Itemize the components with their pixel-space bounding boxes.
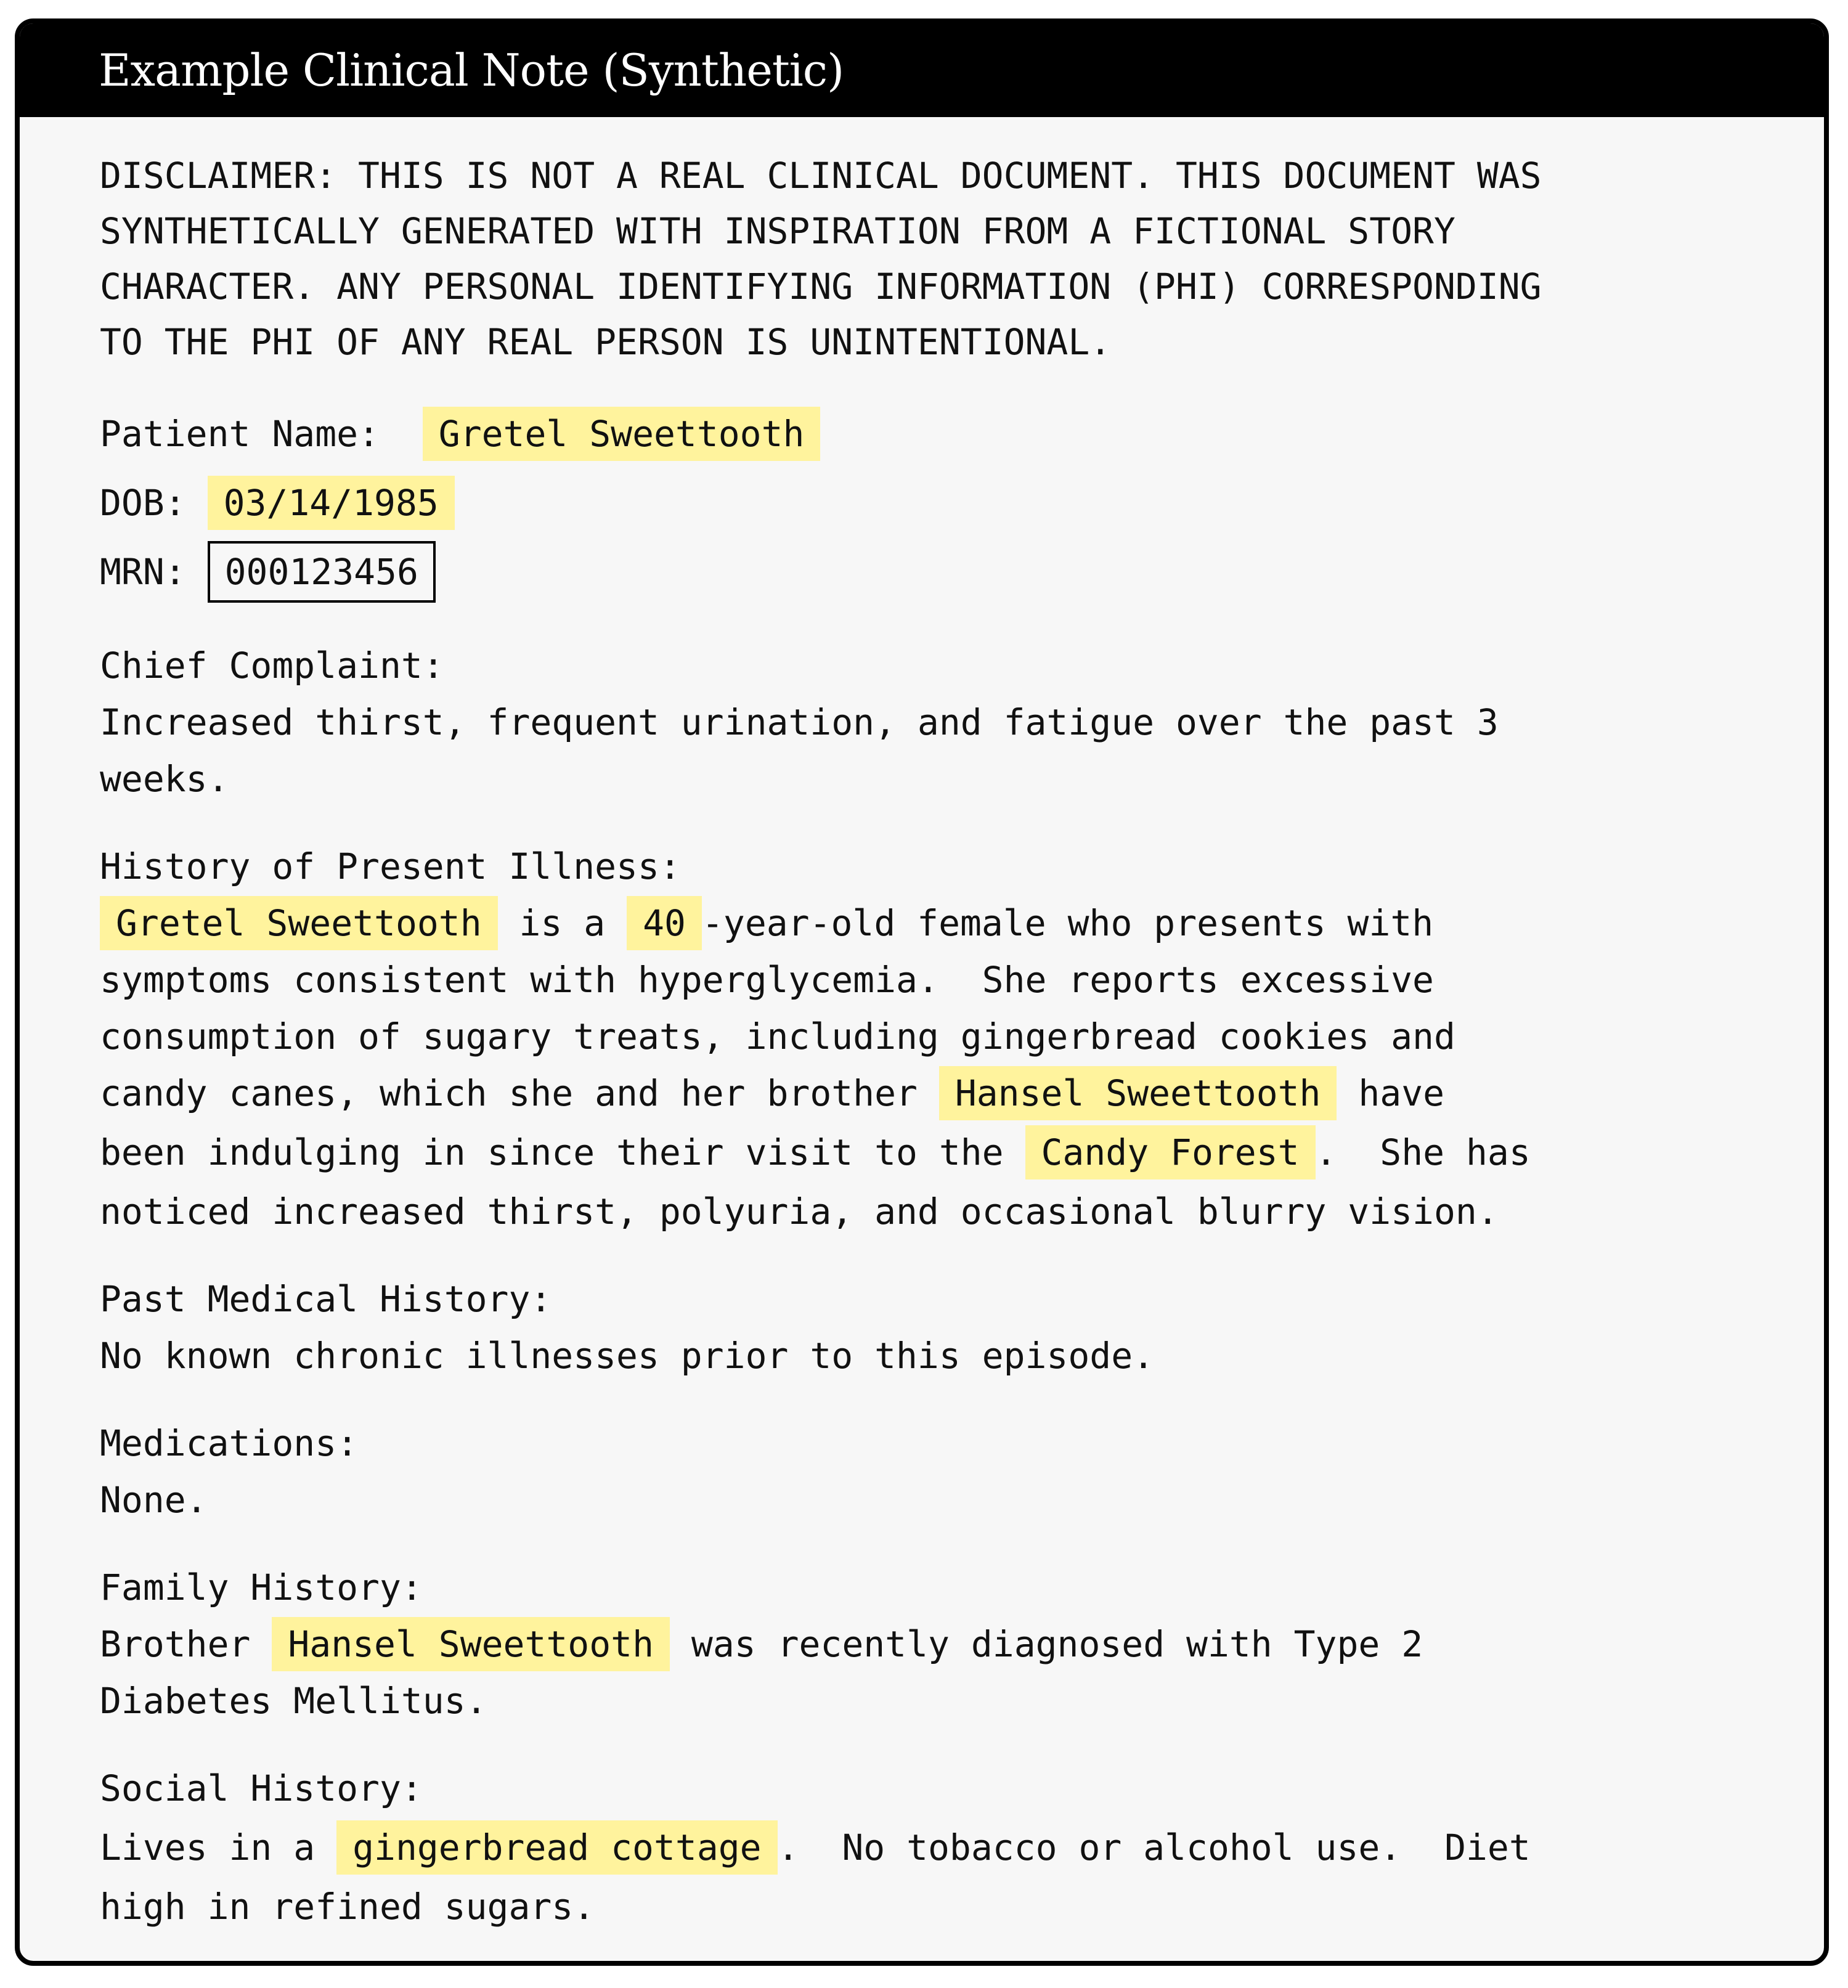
hpi-brother-name: Hansel Sweettooth — [939, 1066, 1337, 1120]
social-history-line: high in refined sugars. — [100, 1886, 595, 1928]
family-text: was recently diagnosed with Type 2 — [669, 1623, 1423, 1665]
hpi-text: candy canes, which she and her brother — [100, 1072, 939, 1114]
hpi-text: been indulging in since their visit to the — [100, 1131, 1025, 1173]
patient-name-field — [100, 399, 1824, 468]
social-text: Lives in a — [100, 1827, 337, 1868]
hpi-line: noticed increased thirst, polyuria, and occasional blurry vision. — [100, 1191, 1499, 1232]
social-residence: gingerbread cottage — [336, 1820, 777, 1875]
section-heading: Past Medical History: — [100, 1278, 552, 1320]
patient-name-value: Gretel Sweettooth — [423, 407, 821, 461]
hpi-line: symptoms consistent with hyperglycemia. She reports excessive — [100, 959, 1434, 1001]
dob-value: 03/14/1985 — [208, 476, 455, 530]
hpi-location: Candy Forest — [1025, 1125, 1316, 1179]
hpi-line — [100, 1065, 1824, 1122]
mrn-value: 000123456 — [208, 541, 436, 603]
disclaimer-line: CHARACTER. ANY PERSONAL IDENTIFYING INFORMATION (PHI) CORRESPONDING — [100, 266, 1542, 308]
hpi-text: . She has — [1315, 1131, 1531, 1173]
social-history-line — [100, 1817, 1824, 1878]
family-history-section — [100, 1559, 1824, 1729]
disclaimer-block — [100, 148, 1824, 370]
section-text: Increased thirst, frequent urination, and fatigue over the past 3 — [100, 701, 1499, 743]
medications-section — [100, 1415, 1824, 1528]
hpi-section — [100, 838, 1824, 1240]
section-heading: Social History: — [100, 1767, 423, 1809]
note-content — [20, 117, 1824, 1935]
hpi-line — [100, 895, 1824, 951]
section-text: weeks. — [100, 758, 229, 800]
disclaimer-line: SYNTHETICALLY GENERATED WITH INSPIRATION FROM A FICTIONAL STORY — [100, 210, 1455, 252]
mrn-field — [100, 537, 1824, 606]
title-bar — [20, 23, 1824, 117]
section-text: None. — [100, 1479, 208, 1521]
hpi-text: is a — [497, 902, 627, 944]
dob-label: DOB: — [100, 482, 186, 524]
hpi-line — [100, 1122, 1824, 1183]
hpi-text: -year-old female who presents with — [701, 902, 1434, 944]
social-history-section — [100, 1760, 1824, 1935]
past-medical-history-section — [100, 1271, 1824, 1384]
hpi-line: consumption of sugary treats, including gingerbread cookies and — [100, 1016, 1455, 1057]
hpi-age: 40 — [627, 896, 702, 950]
section-text: No known chronic illnesses prior to this episode. — [100, 1335, 1155, 1377]
section-heading: History of Present Illness: — [100, 845, 681, 887]
disclaimer-line: DISCLAIMER: THIS IS NOT A REAL CLINICAL DOCUMENT. THIS DOCUMENT WAS — [100, 155, 1542, 197]
section-heading: Family History: — [100, 1566, 423, 1608]
family-history-line: Diabetes Mellitus. — [100, 1680, 487, 1722]
section-heading: Medications: — [100, 1422, 359, 1464]
disclaimer-line: TO THE PHI OF ANY REAL PERSON IS UNINTENTIONAL. — [100, 321, 1112, 363]
chief-complaint-section — [100, 637, 1824, 807]
hpi-text: have — [1337, 1072, 1445, 1114]
patient-name-label: Patient Name: — [100, 413, 380, 455]
social-text: . No tobacco or alcohol use. Diet — [777, 1827, 1531, 1868]
family-text: Brother — [100, 1623, 272, 1665]
clinical-note-card — [15, 18, 1829, 1966]
section-heading: Chief Complaint: — [100, 645, 444, 686]
note-title: Example Clinical Note (Synthetic) — [99, 44, 844, 96]
mrn-label: MRN: — [100, 551, 186, 593]
family-brother-name: Hansel Sweettooth — [272, 1617, 670, 1671]
family-history-line — [100, 1616, 1824, 1672]
dob-field — [100, 468, 1824, 537]
hpi-patient-name: Gretel Sweettooth — [100, 896, 498, 950]
